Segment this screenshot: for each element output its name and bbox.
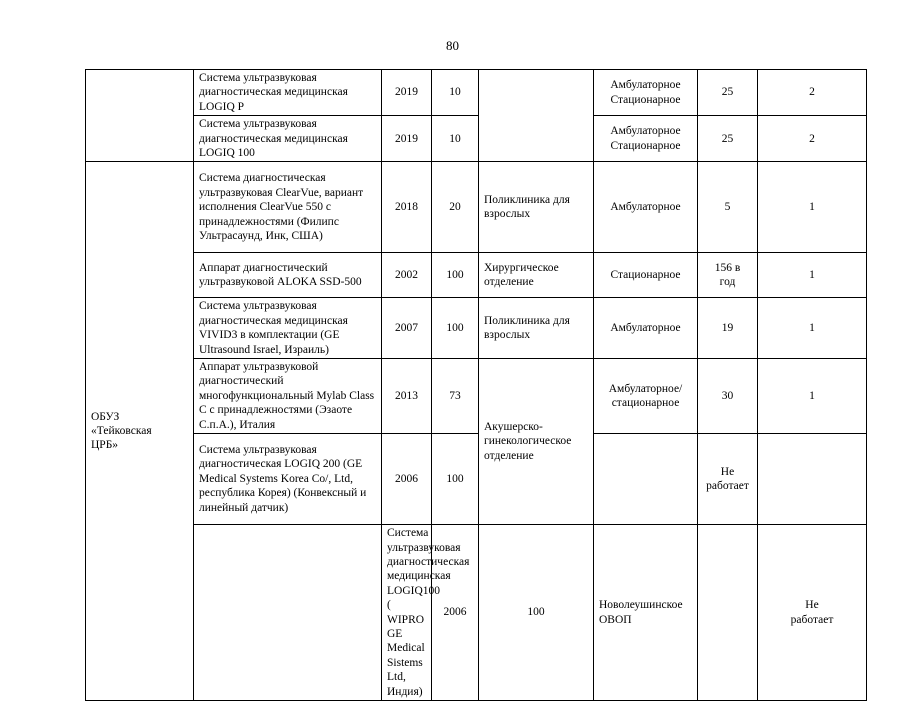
table-row (86, 298, 867, 359)
load-cell: 5 (698, 162, 758, 253)
table-row (86, 162, 867, 253)
count-cell: 1 (758, 162, 867, 253)
table-row (86, 70, 867, 116)
device-cell: Аппарат диагностический ультразвуковой ALOKA SSD-500 (194, 253, 382, 298)
department-cell: Новолеушинское ОВОП (594, 525, 698, 701)
table-row (86, 253, 867, 298)
count-cell: 2 (758, 116, 867, 162)
load-cell: Не работает (698, 434, 758, 525)
count-cell (758, 434, 867, 525)
page-number: 80 (446, 38, 459, 53)
department-cell: Поликлиника для взрослых (479, 162, 594, 253)
year-cell: 2019 (382, 70, 432, 116)
count-cell: 1 (758, 253, 867, 298)
wear-cell: 100 (479, 525, 594, 701)
year-cell: 2007 (382, 298, 432, 359)
mode-cell: Амбулаторное (594, 162, 698, 253)
wear-cell: 20 (432, 162, 479, 253)
year-cell: 2013 (382, 359, 432, 434)
table-row (86, 116, 867, 162)
load-cell: Не работает (758, 525, 867, 701)
organization-cell (194, 525, 382, 701)
year-cell: 2019 (382, 116, 432, 162)
wear-cell: 10 (432, 70, 479, 116)
department-cell: Акушерско-гинекологическое отделение (479, 359, 594, 525)
mode-cell (698, 525, 758, 701)
device-cell: Система ультразвуковая диагностическая медицинская LOGIQ P (194, 70, 382, 116)
mode-cell (594, 434, 698, 525)
organization-cell (86, 70, 194, 162)
wear-cell: 10 (432, 116, 479, 162)
year-cell: 2018 (382, 162, 432, 253)
device-cell: Система диагностическая ультразвуковая ClearVue, вариант исполнения ClearVue 550 с принадлежностями (Филипс Ультрасаунд, Инк, США) (194, 162, 382, 253)
device-cell: Система ультразвуковая диагностическая медицинская LOGIQ100 ( WIPRO GE Medical Sistems Ltd, Индия) (382, 525, 432, 701)
device-cell: Система ультразвуковая диагностическая медицинская LOGIQ 100 (194, 116, 382, 162)
mode-cell: Амбулаторное Стационарное (594, 116, 698, 162)
year-cell: 2002 (382, 253, 432, 298)
mode-cell: Стационарное (594, 253, 698, 298)
table-row (86, 359, 867, 434)
load-cell: 156 в год (698, 253, 758, 298)
device-cell: Аппарат ультразвуковой диагностический многофункциональный Mylab Class C с принадлежностями (Эзаоте С.п.А.), Италия (194, 359, 382, 434)
department-cell: Поликлиника для взрослых (479, 298, 594, 359)
mode-cell: Амбулаторное Стационарное (594, 70, 698, 116)
year-cell: 2006 (432, 525, 479, 701)
mode-cell: Амбулаторное (594, 298, 698, 359)
department-cell: Хирургическое отделение (479, 253, 594, 298)
load-cell: 19 (698, 298, 758, 359)
wear-cell: 100 (432, 434, 479, 525)
year-cell: 2006 (382, 434, 432, 525)
count-cell: 2 (758, 70, 867, 116)
table-row (86, 434, 867, 525)
device-cell: Система ультразвуковая диагностическая медицинская VIVID3 в комплектации (GE Ultrasound Israel, Израиль) (194, 298, 382, 359)
wear-cell: 100 (432, 298, 479, 359)
table-row (86, 525, 867, 701)
department-cell (479, 70, 594, 162)
load-cell: 25 (698, 116, 758, 162)
load-cell: 25 (698, 70, 758, 116)
count-cell: 1 (758, 298, 867, 359)
mode-cell: Амбулаторное/ стационарное (594, 359, 698, 434)
equipment-table (85, 69, 867, 701)
wear-cell: 100 (432, 253, 479, 298)
device-cell: Система ультразвуковая диагностическая LOGIQ 200 (GE Medical Systems Korea Co/, Ltd, республика Корея) (Конвексный и линейный датчик) (194, 434, 382, 525)
load-cell: 30 (698, 359, 758, 434)
wear-cell: 73 (432, 359, 479, 434)
organization-cell: ОБУЗ «Тейковская ЦРБ» (86, 162, 194, 701)
count-cell: 1 (758, 359, 867, 434)
